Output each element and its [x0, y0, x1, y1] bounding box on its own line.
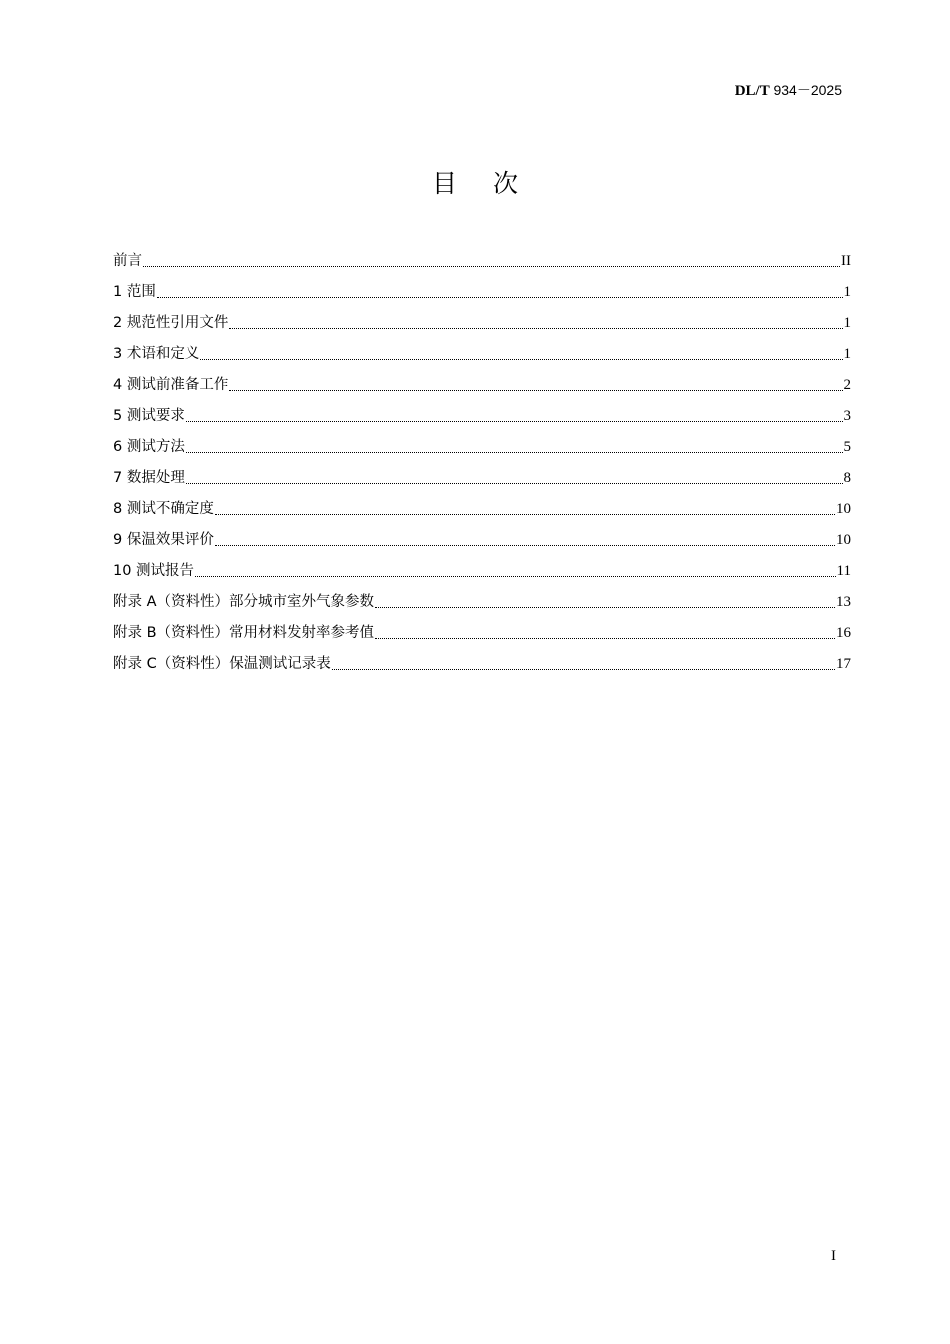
toc-entry[interactable]	[113, 550, 851, 581]
toc-dot-leader	[186, 483, 843, 484]
toc-title: 目次	[431, 169, 554, 198]
toc-entry-page: 11	[836, 563, 851, 579]
toc-entry-label: 5 测试要求	[113, 408, 185, 424]
toc-entry-label: 2 规范性引用文件	[113, 315, 229, 331]
toc-entry[interactable]	[113, 488, 851, 519]
toc-dot-leader	[143, 266, 840, 267]
toc-entry-label: 附录 A（资料性）部分城市室外气象参数	[113, 594, 375, 610]
toc-entry[interactable]	[113, 426, 851, 457]
toc-entry[interactable]	[113, 612, 851, 643]
toc-dot-leader	[229, 390, 842, 391]
toc-dot-leader	[332, 669, 835, 670]
toc-entry[interactable]	[113, 271, 851, 302]
toc-entry-label: 6 测试方法	[113, 439, 185, 455]
standard-prefix: DL/T	[734, 83, 770, 99]
toc-dot-leader	[186, 421, 843, 422]
toc-dot-leader	[215, 545, 835, 546]
toc-entry-label: 7 数据处理	[113, 470, 185, 486]
toc-entry[interactable]	[113, 395, 851, 426]
page-number: I	[831, 1248, 836, 1264]
toc-entry-page: 3	[843, 408, 851, 424]
toc-entry-label: 4 测试前准备工作	[113, 377, 229, 393]
toc-entry[interactable]	[113, 333, 851, 364]
toc-entry-page: II	[841, 253, 851, 269]
toc-entry-page: 10	[836, 532, 851, 548]
toc-entry-page: 1	[843, 284, 851, 300]
toc-dot-leader	[215, 514, 835, 515]
toc-entry[interactable]	[113, 519, 851, 550]
toc-entry[interactable]	[113, 302, 851, 333]
toc-entry-page: 5	[843, 439, 851, 455]
toc-entry[interactable]	[113, 364, 851, 395]
toc-entry-page: 1	[843, 315, 851, 331]
toc-entry-label: 附录 B（资料性）常用材料发射率参考值	[113, 625, 375, 641]
toc-dot-leader	[195, 576, 835, 577]
toc-entry-page: 8	[843, 470, 851, 486]
toc-entry[interactable]	[113, 240, 851, 271]
toc-entry-page: 16	[836, 625, 851, 641]
toc-entry[interactable]	[113, 581, 851, 612]
toc-dot-leader	[186, 452, 843, 453]
toc-entry-label: 1 范围	[113, 284, 156, 300]
toc-entry-label: 10 测试报告	[113, 563, 195, 579]
toc-entry[interactable]	[113, 457, 851, 488]
toc-entry-page: 17	[836, 656, 851, 672]
toc-entry-label: 8 测试不确定度	[113, 501, 214, 517]
toc-entry-label: 9 保温效果评价	[113, 532, 214, 548]
toc-dot-leader	[200, 359, 842, 360]
standard-code	[735, 80, 842, 101]
toc-dot-leader	[375, 607, 835, 608]
toc-entry-page: 10	[836, 501, 851, 517]
toc-entry-page: 13	[836, 594, 851, 610]
toc-dot-leader	[229, 328, 842, 329]
toc-entry-label: 前言	[113, 253, 142, 269]
toc-entry-label: 附录 C（资料性）保温测试记录表	[113, 656, 331, 672]
toc-entry[interactable]	[113, 643, 851, 674]
standard-number: 934－2025	[773, 82, 842, 98]
toc-entry-label: 3 术语和定义	[113, 346, 200, 362]
toc-entry-page: 1	[843, 346, 851, 362]
table-of-contents	[113, 240, 851, 674]
toc-dot-leader	[375, 638, 835, 639]
toc-dot-leader	[157, 297, 843, 298]
toc-entry-page: 2	[843, 377, 851, 393]
